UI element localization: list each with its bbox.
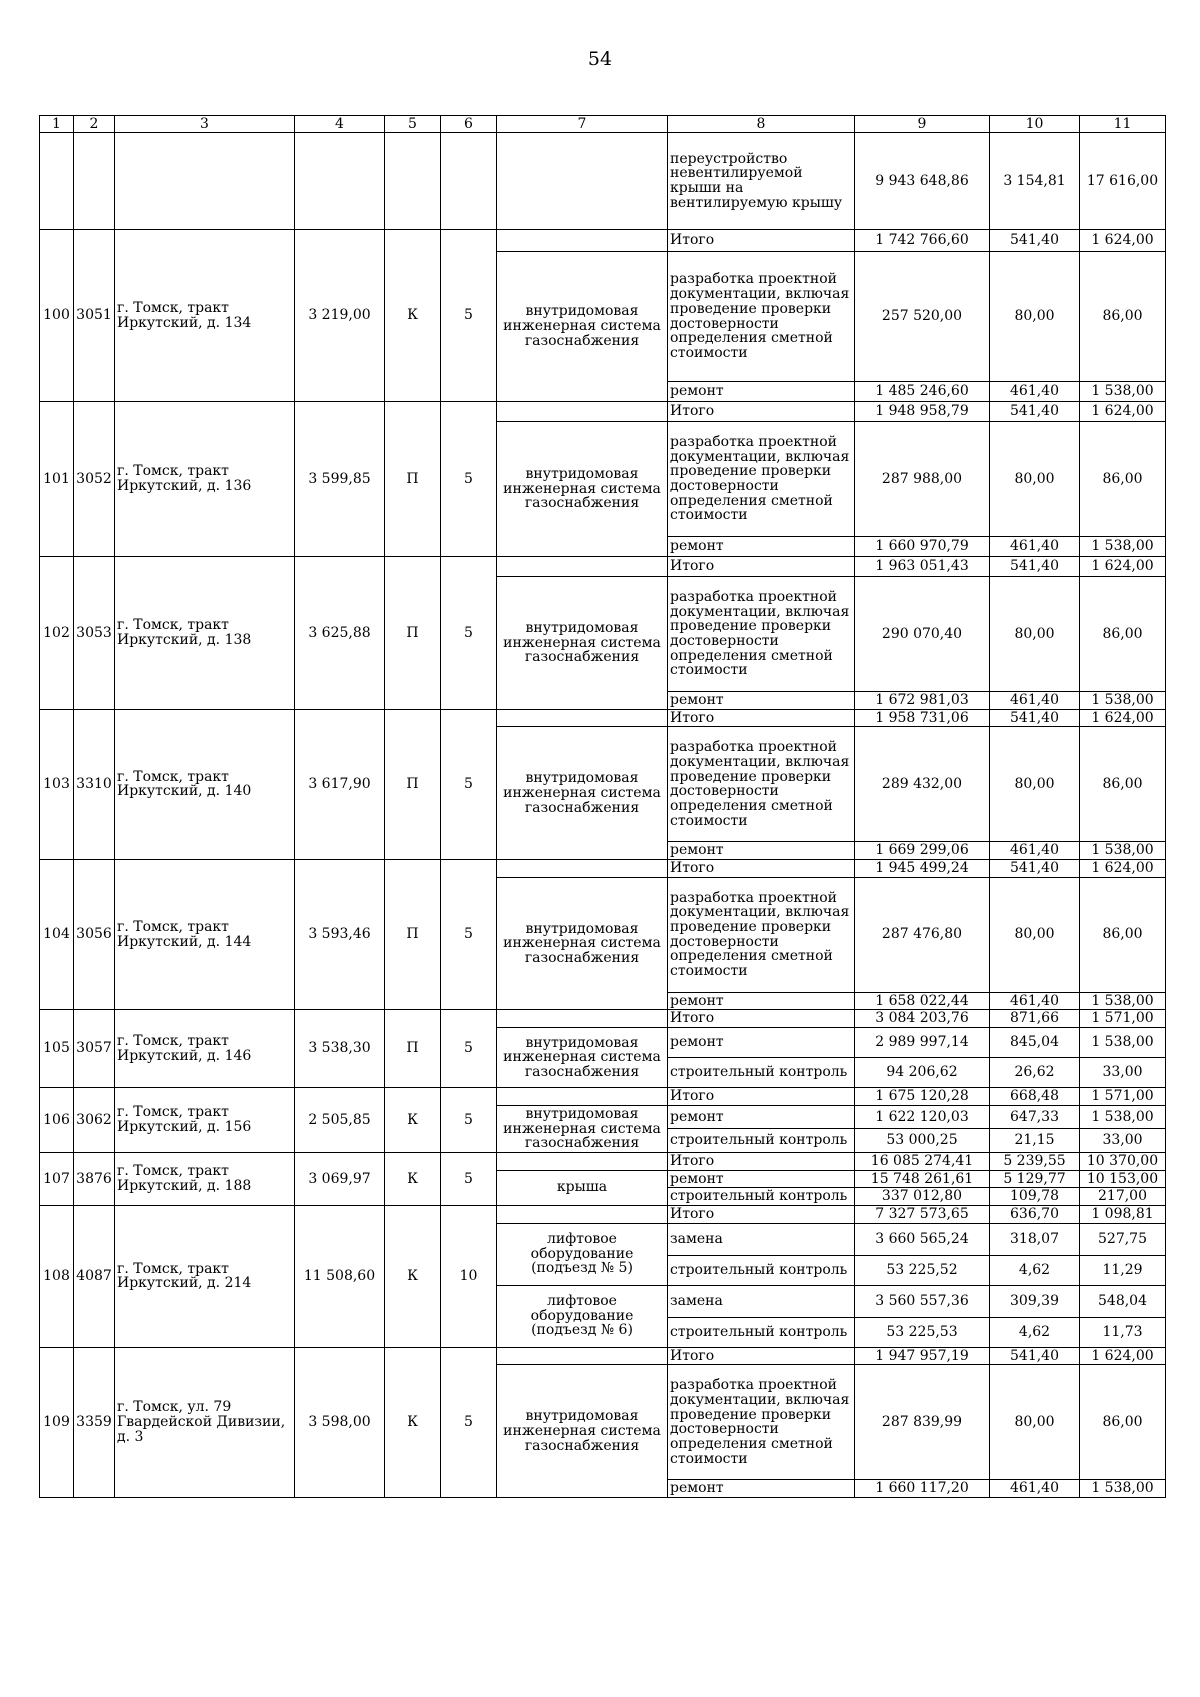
repair-method: П [385,557,441,710]
cost-total: 3 560 557,36 [855,1285,990,1317]
house-address: г. Томск, тракт Иркутский, д. 188 [115,1152,295,1205]
cost-limit: 11,73 [1080,1317,1166,1347]
cost-limit: 1 624,00 [1080,1347,1166,1365]
system-name: внутридомовая инженерная система газоснабжения [497,877,668,1010]
house-area: 3 625,88 [295,557,385,710]
cost-limit: 1 538,00 [1080,382,1166,402]
work-type: ремонт [668,842,855,860]
table-row [40,557,1166,577]
cost-per-sqm: 461,40 [990,692,1080,710]
cost-limit: 1 624,00 [1080,709,1166,727]
house-address: г. Томск, тракт Иркутский, д. 136 [115,402,295,557]
empty-cell [74,133,115,230]
column-number: 2 [74,116,115,133]
work-type: строительный контроль [668,1129,855,1153]
work-type: строительный контроль [668,1058,855,1088]
repair-method: П [385,709,441,859]
cost-per-sqm: 541,40 [990,557,1080,577]
cost-total: 1 675 120,28 [855,1088,990,1106]
work-type: Итого [668,1010,855,1028]
house-area: 3 219,00 [295,230,385,402]
cost-per-sqm: 21,15 [990,1129,1080,1153]
row-number: 100 [40,230,74,402]
cost-per-sqm: 461,40 [990,842,1080,860]
empty-cell [497,230,668,252]
system-name: внутридомовая инженерная система газоснабжения [497,577,668,710]
continuation-row [40,133,1166,230]
page-number: 54 [587,48,613,70]
work-type: замена [668,1285,855,1317]
cost-per-sqm: 4,62 [990,1255,1080,1285]
cost-per-sqm: 871,66 [990,1010,1080,1028]
cost-total: 53 225,53 [855,1317,990,1347]
house-id: 3062 [74,1088,115,1153]
cost-per-sqm: 4,62 [990,1317,1080,1347]
empty-cell [497,1205,668,1223]
cost-total: 287 839,99 [855,1365,990,1480]
cost-limit: 1 538,00 [1080,537,1166,557]
work-type: Итого [668,709,855,727]
table-row [40,1347,1166,1365]
cost-per-sqm: 80,00 [990,577,1080,692]
cost-total: 287 988,00 [855,422,990,537]
house-address: г. Томск, тракт Иркутский, д. 214 [115,1205,295,1347]
capital-repair-table [39,115,1166,1498]
cost-total: 1 948 958,79 [855,402,990,422]
cost-limit: 1 538,00 [1080,1480,1166,1498]
table-row [40,402,1166,422]
row-number: 101 [40,402,74,557]
work-type: Итого [668,402,855,422]
house-address: г. Томск, тракт Иркутский, д. 138 [115,557,295,710]
repair-method: К [385,1347,441,1497]
work-type: Итого [668,860,855,878]
cost-per-sqm: 5 129,77 [990,1170,1080,1188]
column-number: 5 [385,116,441,133]
cost-total: 1 963 051,43 [855,557,990,577]
empty-cell [441,133,497,230]
floors: 5 [441,1010,497,1088]
table-row [40,709,1166,727]
cost-limit: 10 370,00 [1080,1152,1166,1170]
cost-limit: 1 538,00 [1080,842,1166,860]
cost-limit: 1 624,00 [1080,402,1166,422]
system-name: внутридомовая инженерная система газоснабжения [497,422,668,557]
cost-limit: 1 538,00 [1080,992,1166,1010]
empty-cell [497,860,668,878]
cost-total: 53 225,52 [855,1255,990,1285]
empty-cell [385,133,441,230]
floors: 10 [441,1205,497,1347]
table-row [40,1152,1166,1170]
column-number: 6 [441,116,497,133]
cost-total: 15 748 261,61 [855,1170,990,1188]
house-id: 3052 [74,402,115,557]
cost-limit: 33,00 [1080,1058,1166,1088]
column-number: 1 [40,116,74,133]
cost-per-sqm: 80,00 [990,422,1080,537]
work-type: разработка проектной документации, включая проведение проверки достоверности определения сметной стоимости [668,252,855,382]
house-id: 3359 [74,1347,115,1497]
system-name: крыша [497,1170,668,1205]
work-type: ремонт [668,692,855,710]
house-id: 3056 [74,860,115,1010]
floors: 5 [441,860,497,1010]
cost-per-sqm: 541,40 [990,860,1080,878]
cost-per-sqm: 318,07 [990,1223,1080,1255]
cost-limit: 1 538,00 [1080,692,1166,710]
cost-total: 1 742 766,60 [855,230,990,252]
cost-limit: 1 624,00 [1080,230,1166,252]
cost-total: 53 000,25 [855,1129,990,1153]
row-number: 103 [40,709,74,859]
work-type: разработка проектной документации, включая проведение проверки достоверности определения сметной стоимости [668,727,855,842]
cost-total: 1 672 981,03 [855,692,990,710]
empty-cell [497,1010,668,1028]
repair-method: П [385,860,441,1010]
repair-method: К [385,230,441,402]
cost-per-sqm: 668,48 [990,1088,1080,1106]
system-name: внутридомовая инженерная система газоснабжения [497,1365,668,1498]
cost-total: 3 660 565,24 [855,1223,990,1255]
cost-total: 287 476,80 [855,877,990,992]
cost-limit: 86,00 [1080,1365,1166,1480]
cost-per-sqm: 80,00 [990,1365,1080,1480]
cost-total: 16 085 274,41 [855,1152,990,1170]
system-name: внутридомовая инженерная система газоснабжения [497,1028,668,1088]
floors: 5 [441,709,497,859]
cost-limit: 1 571,00 [1080,1010,1166,1028]
repair-method: К [385,1205,441,1347]
cost-per-sqm: 109,78 [990,1188,1080,1206]
work-type: строительный контроль [668,1255,855,1285]
work-type: разработка проектной документации, включая проведение проверки достоверности определения сметной стоимости [668,422,855,537]
empty-cell [497,1088,668,1106]
cost-total: 1 485 246,60 [855,382,990,402]
table-row [40,860,1166,878]
floors: 5 [441,230,497,402]
repair-method: П [385,1010,441,1088]
table-row [40,1010,1166,1028]
work-type: Итого [668,1205,855,1223]
table-row [40,1088,1166,1106]
work-type: строительный контроль [668,1317,855,1347]
column-number: 3 [115,116,295,133]
house-id: 3057 [74,1010,115,1088]
cost-limit: 11,29 [1080,1255,1166,1285]
cost-total: 1 622 120,03 [855,1105,990,1129]
empty-cell [497,709,668,727]
empty-cell [497,557,668,577]
row-number: 104 [40,860,74,1010]
cost-per-sqm: 461,40 [990,537,1080,557]
column-number: 8 [668,116,855,133]
cost-limit: 548,04 [1080,1285,1166,1317]
house-id: 3876 [74,1152,115,1205]
table-body [40,116,1166,1498]
table-row [40,230,1166,252]
cost-limit: 10 153,00 [1080,1170,1166,1188]
work-type: ремонт [668,992,855,1010]
cost-limit: 86,00 [1080,252,1166,382]
floors: 5 [441,402,497,557]
house-area: 3 069,97 [295,1152,385,1205]
cost-total: 1 660 117,20 [855,1480,990,1498]
column-number-row [40,116,1166,133]
house-id: 3310 [74,709,115,859]
work-type: переустройство невентилируемой крыши на вентилируемую крышу [668,133,855,230]
system-name: внутридомовая инженерная система газоснабжения [497,1105,668,1152]
work-type: Итого [668,230,855,252]
cost-per-sqm: 80,00 [990,877,1080,992]
cost-per-sqm: 26,62 [990,1058,1080,1088]
cost-total: 1 658 022,44 [855,992,990,1010]
cost-limit: 33,00 [1080,1129,1166,1153]
work-type: ремонт [668,537,855,557]
cost-total: 1 660 970,79 [855,537,990,557]
cost-limit: 86,00 [1080,577,1166,692]
house-area: 3 599,85 [295,402,385,557]
row-number: 105 [40,1010,74,1088]
cost-per-sqm: 636,70 [990,1205,1080,1223]
house-address: г. Томск, тракт Иркутский, д. 134 [115,230,295,402]
row-number: 108 [40,1205,74,1347]
cost-limit: 86,00 [1080,727,1166,842]
column-number: 10 [990,116,1080,133]
house-id: 3051 [74,230,115,402]
cost-per-sqm: 461,40 [990,1480,1080,1498]
system-name: лифтовое оборудование (подъезд № 6) [497,1285,668,1347]
empty-cell [115,133,295,230]
floors: 5 [441,1152,497,1205]
cost-limit: 217,00 [1080,1188,1166,1206]
cost-limit: 527,75 [1080,1223,1166,1255]
cost-total: 7 327 573,65 [855,1205,990,1223]
cost-total: 337 012,80 [855,1188,990,1206]
house-id: 4087 [74,1205,115,1347]
cost-per-sqm: 309,39 [990,1285,1080,1317]
cost-per-sqm: 845,04 [990,1028,1080,1058]
empty-cell [497,1347,668,1365]
house-area: 3 617,90 [295,709,385,859]
cost-per-sqm: 461,40 [990,992,1080,1010]
row-number: 107 [40,1152,74,1205]
cost-per-sqm: 541,40 [990,230,1080,252]
system-name: внутридомовая инженерная система газоснабжения [497,252,668,402]
cost-limit: 86,00 [1080,422,1166,537]
cost-limit: 1 624,00 [1080,557,1166,577]
work-type: ремонт [668,1170,855,1188]
repair-method: П [385,402,441,557]
house-area: 2 505,85 [295,1088,385,1153]
house-address: г. Томск, ул. 79 Гвардейской Дивизии, д. 3 [115,1347,295,1497]
cost-total: 290 070,40 [855,577,990,692]
cost-total: 1 958 731,06 [855,709,990,727]
work-type: разработка проектной документации, включая проведение проверки достоверности определения сметной стоимости [668,1365,855,1480]
cost-total: 1 669 299,06 [855,842,990,860]
cost-limit: 1 571,00 [1080,1088,1166,1106]
cost-per-sqm: 541,40 [990,1347,1080,1365]
row-number: 102 [40,557,74,710]
work-type: Итого [668,1088,855,1106]
repair-method: К [385,1152,441,1205]
work-type: ремонт [668,1028,855,1058]
floors: 5 [441,1347,497,1497]
table-row [40,1205,1166,1223]
work-type: разработка проектной документации, включая проведение проверки достоверности определения сметной стоимости [668,877,855,992]
cost-total: 2 989 997,14 [855,1028,990,1058]
house-area: 11 508,60 [295,1205,385,1347]
cost-limit: 86,00 [1080,877,1166,992]
cost-limit: 1 538,00 [1080,1105,1166,1129]
work-type: замена [668,1223,855,1255]
cost-total: 257 520,00 [855,252,990,382]
cost-total: 9 943 648,86 [855,133,990,230]
row-number: 106 [40,1088,74,1153]
cost-per-sqm: 461,40 [990,382,1080,402]
cost-limit: 1 624,00 [1080,860,1166,878]
house-area: 3 593,46 [295,860,385,1010]
row-number: 109 [40,1347,74,1497]
house-address: г. Томск, тракт Иркутский, д. 144 [115,860,295,1010]
column-number: 9 [855,116,990,133]
column-number: 4 [295,116,385,133]
cost-per-sqm: 3 154,81 [990,133,1080,230]
empty-cell [40,133,74,230]
cost-total: 1 947 957,19 [855,1347,990,1365]
column-number: 11 [1080,116,1166,133]
cost-limit: 17 616,00 [1080,133,1166,230]
work-type: ремонт [668,382,855,402]
cost-limit: 1 098,81 [1080,1205,1166,1223]
work-type: Итого [668,1347,855,1365]
work-type: Итого [668,557,855,577]
column-number: 7 [497,116,668,133]
cost-total: 94 206,62 [855,1058,990,1088]
work-type: Итого [668,1152,855,1170]
cost-per-sqm: 80,00 [990,727,1080,842]
work-type: ремонт [668,1105,855,1129]
cost-total: 3 084 203,76 [855,1010,990,1028]
cost-per-sqm: 647,33 [990,1105,1080,1129]
empty-cell [497,133,668,230]
system-name: лифтовое оборудование (подъезд № 5) [497,1223,668,1285]
cost-total: 1 945 499,24 [855,860,990,878]
cost-per-sqm: 541,40 [990,709,1080,727]
cost-per-sqm: 5 239,55 [990,1152,1080,1170]
work-type: разработка проектной документации, включая проведение проверки достоверности определения сметной стоимости [668,577,855,692]
house-address: г. Томск, тракт Иркутский, д. 156 [115,1088,295,1153]
work-type: ремонт [668,1480,855,1498]
work-type: строительный контроль [668,1188,855,1206]
cost-per-sqm: 541,40 [990,402,1080,422]
cost-total: 289 432,00 [855,727,990,842]
cost-per-sqm: 80,00 [990,252,1080,382]
house-area: 3 598,00 [295,1347,385,1497]
house-address: г. Томск, тракт Иркутский, д. 146 [115,1010,295,1088]
empty-cell [295,133,385,230]
cost-limit: 1 538,00 [1080,1028,1166,1058]
house-area: 3 538,30 [295,1010,385,1088]
empty-cell [497,402,668,422]
repair-method: К [385,1088,441,1153]
floors: 5 [441,557,497,710]
empty-cell [497,1152,668,1170]
system-name: внутридомовая инженерная система газоснабжения [497,727,668,860]
floors: 5 [441,1088,497,1153]
house-id: 3053 [74,557,115,710]
house-address: г. Томск, тракт Иркутский, д. 140 [115,709,295,859]
